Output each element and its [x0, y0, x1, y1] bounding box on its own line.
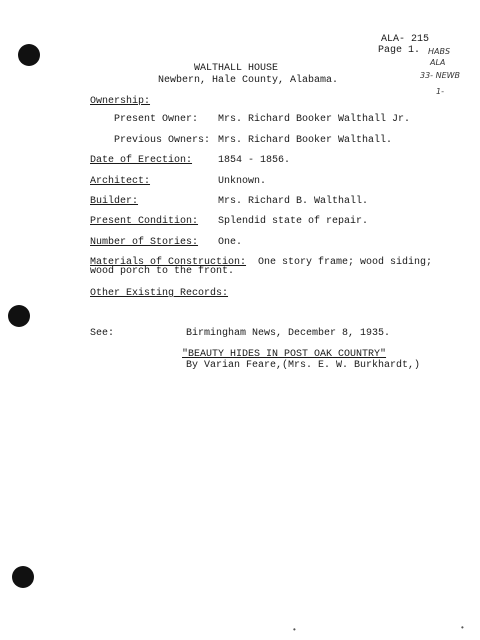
dash-handwritten: 1- [436, 87, 444, 96]
document-title: WALTHALL HOUSE [194, 63, 279, 74]
date-of-erection-label: Date of Erection: [90, 155, 193, 166]
habs-handwritten: HABS [428, 47, 451, 56]
document-location: Newbern, Hale County, Alabama. [158, 75, 339, 86]
previous-owners-value: Mrs. Richard Booker Walthall. [218, 135, 393, 146]
ala-handwritten: ALA [430, 58, 446, 67]
materials-value-line2: wood porch to the front. [90, 266, 235, 277]
builder-label: Builder: [90, 196, 139, 207]
other-records-label: Other Existing Records: [90, 288, 229, 299]
article-title: "BEAUTY HIDES IN POST OAK COUNTRY" [182, 349, 387, 360]
architect-value: Unknown. [218, 176, 267, 187]
document-ref: ALA- 215 [381, 34, 430, 45]
date-of-erection-value: 1854 - 1856. [218, 155, 291, 166]
page-number: Page 1. [378, 45, 421, 56]
materials-value-line1: One story frame; wood siding; [258, 257, 433, 268]
ownership-label: Ownership: [90, 96, 151, 107]
punch-hole-middle [8, 305, 30, 327]
present-owner-value: Mrs. Richard Booker Walthall Jr. [218, 114, 411, 125]
materials-label: Materials of Construction: [90, 257, 247, 268]
present-condition-label: Present Condition: [90, 216, 199, 227]
number-of-stories-label: Number of Stories: [90, 237, 199, 248]
punch-hole-bottom [12, 566, 34, 588]
punch-hole-top [18, 44, 40, 66]
previous-owners-label: Previous Owners: [114, 135, 211, 146]
number-of-stories-value: One. [218, 237, 243, 248]
scan-mark-right: • [460, 624, 465, 633]
article-author: By Varian Feare,(Mrs. E. W. Burkhardt,) [186, 360, 421, 371]
architect-label: Architect: [90, 176, 151, 187]
see-label: See: [90, 328, 115, 339]
see-citation: Birmingham News, December 8, 1935. [186, 328, 391, 339]
present-condition-value: Splendid state of repair. [218, 216, 369, 227]
builder-value: Mrs. Richard B. Walthall. [218, 196, 369, 207]
code-handwritten: 33- NEWB [420, 71, 461, 80]
present-owner-label: Present Owner: [114, 114, 199, 125]
scan-mark-left: • [292, 626, 297, 635]
